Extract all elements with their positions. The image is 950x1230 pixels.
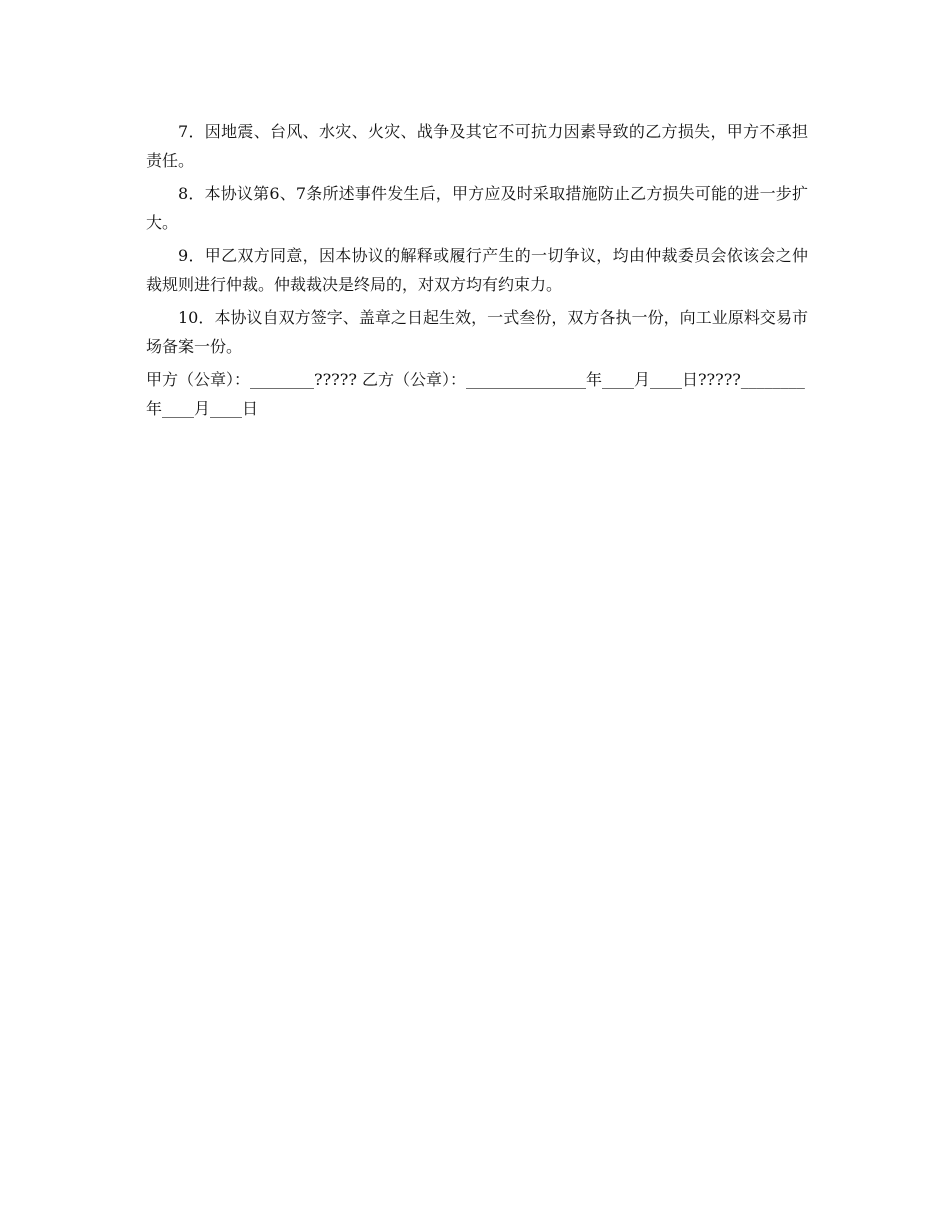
clause-8: 8．本协议第6、7条所述事件发生后，甲方应及时采取措施防止乙方损失可能的进一步扩大。 [146, 184, 808, 232]
document-body [146, 117, 808, 423]
signature-line: 甲方（公章）：________????? 乙方（公章）：_______________年____月____日?????________年____月____日 [146, 370, 805, 418]
clause-7: 7．因地震、台风、水灾、火灾、战争及其它不可抗力因素导致的乙方损失，甲方不承担责任。 [146, 122, 808, 170]
clause-10: 10．本协议自双方签字、盖章之日起生效，一式叁份，双方各执一份，向工业原料交易市场备案一份。 [146, 308, 808, 356]
clause-9: 9．甲乙双方同意，因本协议的解释或履行产生的一切争议，均由仲裁委员会依该会之仲裁规则进行仲裁。仲裁裁决是终局的，对双方均有约束力。 [146, 246, 808, 294]
